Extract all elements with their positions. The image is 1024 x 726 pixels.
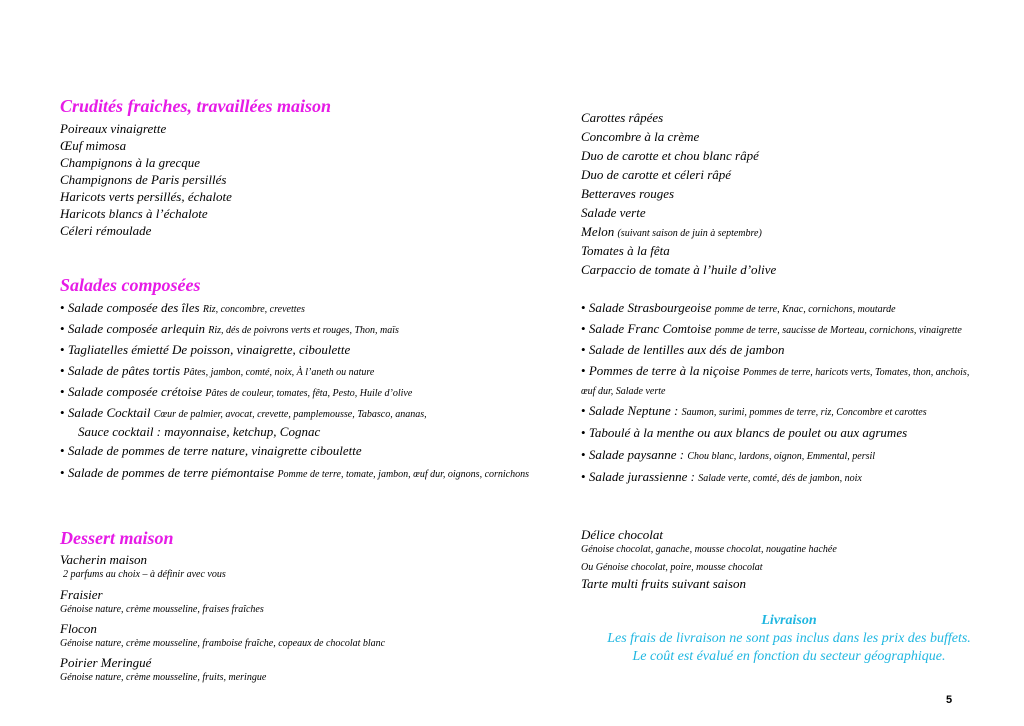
dessert-desc: Génoise chocolat, ganache, mousse chocolat, nougatine hachée (581, 544, 837, 555)
list-item: • Salade composée des îles Riz, concombre, crevettes (60, 299, 550, 318)
list-item: Concombre à la crème (581, 129, 700, 144)
dessert-desc: Ou Génoise chocolat, poire, mousse chocolat (581, 562, 763, 573)
list-item: Salade verte (581, 205, 646, 220)
list-item: • Salade composée arlequin Riz, dés de poivrons verts et rouges, Thon, maïs (60, 320, 550, 339)
livraison-title: Livraison (761, 613, 817, 628)
livraison-line: Les frais de livraison ne sont pas inclus dans les prix des buffets. (607, 631, 971, 646)
list-item: Melon (suivant saison de juin à septembre) (581, 224, 762, 239)
list-item: • Salade Strasbourgeoise pomme de terre, Knac, cornichons, moutarde (581, 299, 986, 318)
list-item: Carottes râpées (581, 110, 664, 125)
dessert-desc: Génoise nature, crème mousseline, fruits, meringue (60, 672, 267, 683)
list-item: Haricots verts persillés, échalote (60, 189, 232, 204)
list-item: • Salade paysanne : Chou blanc, lardons, oignon, Emmental, persil (581, 446, 986, 465)
list-item: Carpaccio de tomate à l’huile d’olive (581, 262, 777, 277)
dessert-right-list (581, 526, 837, 592)
list-item: • Salade Cocktail Cœur de palmier, avocat, crevette, pamplemousse, Tabasco, ananas, (60, 404, 550, 423)
dessert-desc: 2 parfums au choix – à définir avec vous (63, 569, 226, 580)
list-item: • Salade de pommes de terre piémontaise Pomme de terre, tomate, jambon, œuf dur, oignons, cornichons (60, 464, 550, 483)
dessert-item: Délice chocolat (581, 527, 663, 542)
list-item: • Salade de lentilles aux dés de jambon (581, 341, 986, 360)
list-item: Champignons de Paris persillés (60, 172, 227, 187)
list-item: • Taboulé à la menthe ou aux blancs de poulet ou aux agrumes (581, 424, 986, 443)
salades-heading: Salades composées (60, 275, 201, 295)
list-item: • Pommes de terre à la niçoise Pommes de terre, haricots verts, Tomates, thon, anchois, œuf dur, Salade verte (581, 362, 986, 400)
livraison-notice (574, 612, 1004, 666)
page-number: 5 (946, 694, 953, 706)
dessert-item: Vacherin maison (60, 552, 148, 567)
list-item: Duo de carotte et chou blanc râpé (581, 148, 759, 163)
list-item: Champignons à la grecque (60, 155, 200, 170)
list-item: • Salade de pâtes tortis Pâtes, jambon, comté, noix, À l’aneth ou nature (60, 362, 550, 381)
crudites-right-list (581, 109, 776, 280)
list-item: Haricots blancs à l’échalote (60, 206, 208, 221)
list-item: • Salade jurassienne : Salade verte, comté, dés de jambon, noix (581, 468, 986, 487)
dessert-item: Tarte multi fruits suivant saison (581, 576, 746, 591)
list-item: Duo de carotte et céleri râpé (581, 167, 732, 182)
list-item: • Salade composée crétoise Pâtes de couleur, tomates, fêta, Pesto, Huile d’olive (60, 383, 550, 402)
salades-right-list (581, 299, 986, 487)
crudites-left-list (60, 120, 232, 239)
list-item: Œuf mimosa (60, 138, 127, 153)
list-item: Betteraves rouges (581, 186, 675, 201)
dessert-desc: Génoise nature, crème mousseline, fraises fraîches (60, 604, 264, 615)
crudites-heading: Crudités fraiches, travaillées maison (60, 96, 332, 116)
list-item: • Salade Franc Comtoise pomme de terre, saucisse de Morteau, cornichons, vinaigrette (581, 320, 986, 339)
list-item: Céleri rémoulade (60, 223, 152, 238)
list-item: • Salade de pommes de terre nature, vinaigrette ciboulette (60, 442, 550, 461)
list-item: • Salade Neptune : Saumon, surimi, pommes de terre, riz, Concombre et carottes (581, 402, 986, 421)
dessert-item: Flocon (60, 621, 97, 636)
dessert-item: Poirier Meringué (60, 655, 152, 670)
dessert-heading: Dessert maison (60, 528, 174, 548)
salades-left-list (60, 299, 550, 483)
cocktail-sauce: Sauce cocktail : mayonnaise, ketchup, Cognac (78, 424, 321, 439)
list-item: • Tagliatelles émietté De poisson, vinaigrette, ciboulette (60, 341, 550, 360)
dessert-desc: Génoise nature, crème mousseline, framboise fraîche, copeaux de chocolat blanc (60, 638, 386, 649)
livraison-line: Le coût est évalué en fonction du secteur géographique. (632, 649, 946, 664)
dessert-left-list (60, 551, 385, 685)
list-item: Tomates à la fêta (581, 243, 670, 258)
list-item: Poireaux vinaigrette (60, 121, 167, 136)
dessert-item: Fraisier (60, 587, 103, 602)
